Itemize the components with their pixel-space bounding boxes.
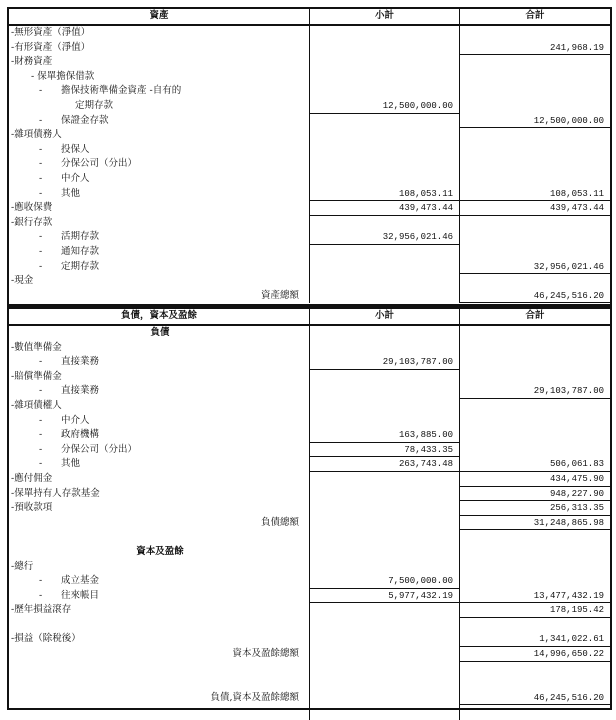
row-label: 負債總額 [260, 516, 299, 528]
row-label: 其他 [61, 187, 81, 199]
total-header: 合計 [525, 310, 545, 321]
table-row [9, 355, 610, 370]
table-row [9, 114, 610, 129]
row-label: 活期存款 [61, 231, 100, 243]
total-cell: 506,061.83 [460, 457, 610, 472]
subtotal-cell [310, 487, 460, 502]
row-label-cell [9, 428, 310, 443]
bullet-dash: - [39, 429, 43, 441]
total-cell [460, 705, 610, 720]
row-label: -現金 [11, 275, 34, 287]
total-cell [460, 245, 610, 260]
row-label-cell [9, 472, 310, 487]
subtotal-header: 小計 [310, 309, 460, 324]
row-label: 分保公司（分出） [61, 443, 138, 455]
subtotal-cell [310, 274, 460, 289]
subtotal-cell [310, 84, 460, 99]
total-cell [460, 341, 610, 356]
total-cell: 12,500,000.00 [460, 114, 610, 129]
subtotal-cell [310, 70, 460, 85]
total-cell [460, 662, 610, 677]
row-label-cell [9, 443, 310, 458]
total-cell [460, 326, 610, 341]
subtotal-cell [310, 691, 460, 706]
table-row [9, 172, 610, 187]
row-label-cell [9, 676, 310, 691]
bullet-dash: - [39, 589, 43, 601]
row-label: 定期存款 [75, 99, 114, 111]
total-cell: 14,996,650.22 [460, 647, 610, 662]
table-row [9, 399, 610, 414]
row-label: -雜項債權人 [11, 399, 62, 411]
subtotal-cell: 7,500,000.00 [310, 574, 460, 589]
table-row [9, 187, 610, 202]
total-cell [460, 26, 610, 41]
bullet-dash: - [39, 85, 43, 97]
total-cell [460, 399, 610, 414]
total-cell: 439,473.44 [460, 201, 610, 216]
subtotal-cell [310, 618, 460, 633]
table-row [9, 676, 610, 691]
table-row [9, 143, 610, 158]
row-label-cell [9, 26, 310, 41]
table-row [9, 260, 610, 275]
row-label-cell [9, 326, 310, 341]
row-label-cell [9, 647, 310, 662]
total-cell [460, 574, 610, 589]
row-label: -總行 [11, 560, 34, 572]
table-row [9, 55, 610, 70]
bullet-dash: - [39, 143, 43, 155]
table-row [9, 545, 610, 560]
total-cell: 256,313.35 [460, 501, 610, 516]
table-row [9, 530, 610, 545]
total-cell [460, 428, 610, 443]
subtotal-cell [310, 384, 460, 399]
table-row [9, 245, 610, 260]
total-cell [460, 70, 610, 85]
table-row [9, 41, 610, 56]
row-label: 定期存款 [61, 260, 100, 272]
subtotal-cell: 5,977,432.19 [310, 589, 460, 604]
subtotal-cell [310, 245, 460, 260]
row-label-cell [9, 355, 310, 370]
row-label: -保單持有人存款基金 [11, 487, 100, 499]
subtotal-cell [310, 260, 460, 275]
subtotal-cell [310, 603, 460, 618]
total-cell: 32,956,021.46 [460, 260, 610, 275]
subtotal-cell [310, 472, 460, 487]
total-cell: 46,245,516.20 [460, 289, 610, 304]
total-cell: 241,968.19 [460, 41, 610, 56]
row-label-cell [9, 384, 310, 399]
subtotal-cell [310, 128, 460, 143]
subtotal-cell: 263,743.48 [310, 457, 460, 472]
total-cell: 108,053.11 [460, 187, 610, 202]
table-row [9, 457, 610, 472]
bullet-dash: - [39, 158, 43, 170]
total-cell [460, 157, 610, 172]
subtotal-cell [310, 662, 460, 677]
row-label-cell [9, 260, 310, 275]
assets-header-row [9, 9, 610, 26]
bullet-dash: - [39, 187, 43, 199]
table-row [9, 428, 610, 443]
total-cell [460, 443, 610, 458]
bullet-dash: - [39, 231, 43, 243]
table-row [9, 618, 610, 633]
subtotal-cell [310, 341, 460, 356]
row-label: 投保人 [61, 143, 90, 155]
row-label-cell [9, 399, 310, 414]
assets-rows [9, 26, 610, 303]
subtotal-cell [310, 157, 460, 172]
row-label-cell [9, 618, 310, 633]
bullet-dash: - [39, 356, 43, 368]
row-label-cell [9, 691, 310, 706]
subtotal-cell [310, 143, 460, 158]
row-label-cell [9, 530, 310, 545]
subtotal-cell [310, 501, 460, 516]
total-cell [460, 355, 610, 370]
row-label: -雜項債務人 [11, 129, 62, 141]
subtotal-cell: 439,473.44 [310, 201, 460, 216]
row-label-cell [9, 99, 310, 114]
row-label-cell [9, 370, 310, 385]
bullet-dash: - [39, 575, 43, 587]
subtotal-cell [310, 26, 460, 41]
total-cell: 31,248,865.98 [460, 516, 610, 531]
table-row [9, 647, 610, 662]
subtotal-cell [310, 530, 460, 545]
row-label: 資本及盈餘總額 [232, 648, 299, 660]
bullet-dash: - [39, 245, 43, 257]
subtotal-cell: 32,956,021.46 [310, 230, 460, 245]
subtotal-cell [310, 560, 460, 575]
row-label-cell [9, 487, 310, 502]
row-label-cell [9, 187, 310, 202]
table-row [9, 274, 610, 289]
row-label-cell [9, 414, 310, 429]
table-row [9, 384, 610, 399]
table-row [9, 603, 610, 618]
subtotal-cell [310, 289, 460, 304]
subtotal-cell [310, 216, 460, 231]
total-cell [460, 84, 610, 99]
total-cell [460, 676, 610, 691]
total-cell [460, 99, 610, 114]
subtotal-cell [310, 676, 460, 691]
table-row [9, 443, 610, 458]
table-row [9, 201, 610, 216]
row-label: 保證金存款 [61, 114, 109, 126]
row-label-cell [9, 230, 310, 245]
subtotal-cell [310, 41, 460, 56]
subtotal-cell [310, 114, 460, 129]
row-label: 擔保技術準備金資產 -自有的 [61, 85, 182, 97]
row-label: -歷年損益滾存 [11, 604, 72, 616]
table-row [9, 128, 610, 143]
bullet-dash: - [39, 414, 43, 426]
table-row [9, 70, 610, 85]
subtotal-cell [310, 370, 460, 385]
liabilities-header-row [9, 309, 610, 326]
total-header: 合計 [525, 10, 545, 21]
total-cell: 178,195.42 [460, 603, 610, 618]
subtotal-cell [310, 647, 460, 662]
total-cell: 29,103,787.00 [460, 384, 610, 399]
row-label-cell [9, 274, 310, 289]
row-label-cell [9, 545, 310, 560]
subtotal-cell [310, 516, 460, 531]
row-label: -預收款項 [11, 502, 53, 514]
subtotal-cell [310, 326, 460, 341]
subtotal-cell [310, 172, 460, 187]
table-row [9, 230, 610, 245]
table-row [9, 289, 610, 304]
row-label-cell [9, 589, 310, 604]
total-cell [460, 530, 610, 545]
row-label-cell [9, 457, 310, 472]
table-row [9, 705, 610, 720]
table-row [9, 216, 610, 231]
table-row [9, 84, 610, 99]
table-row [9, 632, 610, 647]
row-label-cell [9, 201, 310, 216]
liabilities-header-label: 負債，資本及盈餘 [9, 309, 310, 324]
row-label-cell [9, 245, 310, 260]
table-row [9, 26, 610, 41]
subtotal-header: 小計 [310, 9, 460, 24]
table-row [9, 157, 610, 172]
total-cell [460, 55, 610, 70]
total-cell [460, 545, 610, 560]
subtotal-cell: 163,885.00 [310, 428, 460, 443]
table-row [9, 589, 610, 604]
row-label: 通知存款 [61, 245, 100, 257]
row-label: -損益（除稅後） [11, 633, 81, 645]
total-cell [460, 370, 610, 385]
table-row [9, 487, 610, 502]
row-label-cell [9, 143, 310, 158]
row-label: -無形資產（淨值） [11, 27, 91, 38]
row-label: -銀行存款 [11, 216, 53, 228]
row-label: 中介人 [61, 414, 90, 426]
row-label: -賠償準備金 [11, 370, 62, 382]
subtotal-cell: 29,103,787.00 [310, 355, 460, 370]
subtotal-cell [310, 705, 460, 720]
row-label-cell [9, 172, 310, 187]
row-label-cell [9, 84, 310, 99]
bullet-dash: - [39, 385, 43, 397]
table-row [9, 370, 610, 385]
total-cell [460, 172, 610, 187]
bullet-dash: - [39, 458, 43, 470]
subtotal-cell: 12,500,000.00 [310, 99, 460, 114]
total-cell [460, 560, 610, 575]
row-label-cell [9, 55, 310, 70]
table-row [9, 326, 610, 341]
table-row [9, 341, 610, 356]
table-row [9, 516, 610, 531]
total-cell [460, 414, 610, 429]
row-label: 其他 [61, 458, 81, 470]
total-cell: 46,245,516.20 [460, 691, 610, 706]
row-label-cell [9, 560, 310, 575]
bullet-dash: - [39, 114, 43, 126]
subtotal-cell [310, 632, 460, 647]
row-label: 資本及盈餘 [136, 545, 184, 557]
table-row [9, 501, 610, 516]
row-label-cell [9, 289, 310, 304]
table-row [9, 560, 610, 575]
row-label-cell [9, 574, 310, 589]
table-row [9, 574, 610, 589]
row-label: 成立基金 [61, 575, 100, 587]
table-row [9, 414, 610, 429]
row-label: 政府機構 [61, 429, 100, 441]
row-label-cell [9, 632, 310, 647]
row-label: -應付佣金 [11, 472, 53, 484]
row-label-cell [9, 70, 310, 85]
total-cell: 13,477,432.19 [460, 589, 610, 604]
subtotal-cell [310, 414, 460, 429]
subtotal-cell [310, 545, 460, 560]
row-label: 資產總額 [260, 289, 299, 301]
row-label: 直接業務 [61, 385, 100, 397]
table-row [9, 472, 610, 487]
bullet-dash: - [39, 260, 43, 272]
bullet-dash: - [39, 172, 43, 184]
row-label: 直接業務 [61, 356, 100, 368]
liabilities-section [7, 306, 612, 710]
assets-section [7, 7, 612, 306]
table-row [9, 99, 610, 114]
total-cell [460, 618, 610, 633]
bullet-dash: - [39, 443, 43, 455]
total-cell: 434,475.90 [460, 472, 610, 487]
row-label: 負債 [150, 327, 170, 338]
row-label-cell [9, 705, 310, 720]
row-label-cell [9, 501, 310, 516]
total-cell [460, 216, 610, 231]
row-label: 往來帳目 [61, 589, 100, 601]
row-label-cell [9, 516, 310, 531]
liabilities-rows [9, 326, 610, 720]
row-label-cell [9, 341, 310, 356]
row-label-cell [9, 41, 310, 56]
row-label-cell [9, 216, 310, 231]
total-cell [460, 274, 610, 289]
subtotal-cell [310, 55, 460, 70]
row-label-cell [9, 128, 310, 143]
assets-header-label: 資產 [9, 9, 310, 24]
row-label-cell [9, 603, 310, 618]
row-label-cell [9, 662, 310, 677]
row-label: 分保公司（分出） [61, 158, 138, 170]
row-label-cell [9, 114, 310, 129]
table-row [9, 691, 610, 706]
row-label-cell [9, 157, 310, 172]
total-cell: 1,341,022.61 [460, 632, 610, 647]
row-label: 負債,資本及盈餘總額 [210, 691, 299, 703]
subtotal-cell: 108,053.11 [310, 187, 460, 202]
total-cell: 948,227.90 [460, 487, 610, 502]
row-label: -財務資產 [11, 56, 53, 68]
subtotal-cell [310, 399, 460, 414]
total-cell [460, 143, 610, 158]
table-row [9, 662, 610, 677]
total-cell [460, 128, 610, 143]
row-label: -應收保費 [11, 202, 53, 214]
total-cell [460, 230, 610, 245]
row-label: - 保單擔保借款 [31, 70, 95, 82]
row-label: -數值準備金 [11, 341, 62, 353]
subtotal-cell: 78,433.35 [310, 443, 460, 458]
row-label: -有形資產（淨值） [11, 41, 91, 53]
row-label: 中介人 [61, 172, 90, 184]
